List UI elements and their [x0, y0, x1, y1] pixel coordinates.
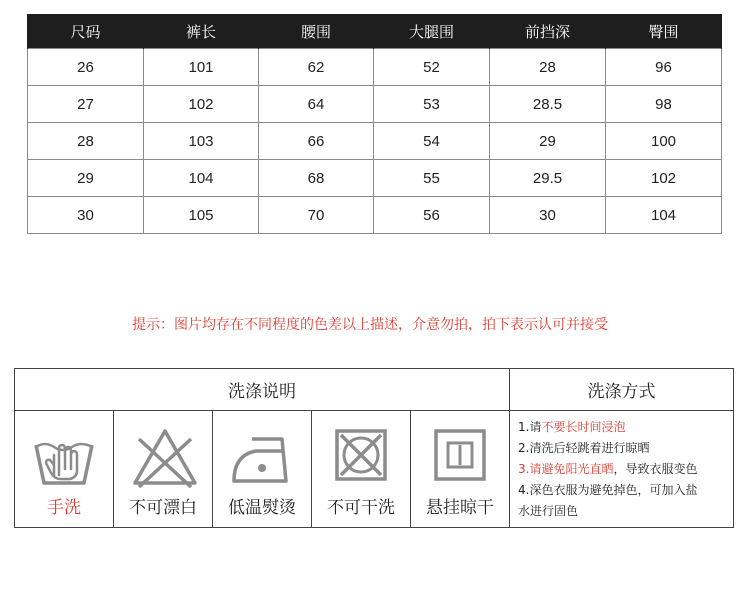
method-item-4-cont: 水进行固色 [518, 504, 579, 518]
table-cell: 53 [374, 86, 490, 123]
table-cell: 29 [28, 160, 144, 197]
table-cell: 66 [259, 123, 374, 160]
hand-wash-icon [32, 425, 96, 489]
washing-methods-list [518, 417, 733, 522]
table-cell: 96 [606, 49, 722, 86]
care-item-hang-dry [411, 411, 510, 527]
washing-methods-title: 洗涤方式 [510, 369, 733, 411]
care-item-no-bleach [114, 411, 213, 527]
care-item-low-iron [213, 411, 312, 527]
table-cell: 29.5 [490, 160, 606, 197]
method-item-1 [518, 417, 733, 438]
method-text: 1.请 [518, 420, 542, 434]
care-label: 悬挂晾干 [426, 498, 494, 518]
method-item-3 [518, 459, 733, 480]
table-cell: 52 [374, 49, 490, 86]
washing-instructions-title: 洗涤说明 [15, 369, 510, 411]
table-cell: 62 [259, 49, 374, 86]
table-cell: 28.5 [490, 86, 606, 123]
table-cell: 103 [144, 123, 259, 160]
care-label: 手洗 [47, 498, 81, 518]
care-label: 不可干洗 [327, 498, 395, 518]
table-cell: 30 [490, 197, 606, 234]
size-table-header [28, 14, 722, 49]
care-label: 不可漂白 [129, 498, 197, 518]
table-cell: 70 [259, 197, 374, 234]
method-item-2: 2.清洗后轻跳着进行晾晒 [518, 441, 650, 455]
table-cell: 29 [490, 123, 606, 160]
table-row [28, 160, 722, 197]
table-cell: 68 [259, 160, 374, 197]
method-highlight: 3.请避免阳光直晒 [518, 462, 614, 476]
no-dry-clean-icon [329, 425, 393, 489]
care-icons-row [15, 411, 510, 527]
table-cell: 28 [490, 49, 606, 86]
header-length: 裤长 [144, 14, 259, 49]
header-rise: 前挡深 [490, 14, 606, 49]
table-cell: 101 [144, 49, 259, 86]
no-bleach-icon [131, 425, 199, 489]
table-cell: 30 [28, 197, 144, 234]
table-cell: 26 [28, 49, 144, 86]
table-cell: 64 [259, 86, 374, 123]
table-cell: 100 [606, 123, 722, 160]
table-cell: 27 [28, 86, 144, 123]
table-cell: 104 [606, 197, 722, 234]
size-table [27, 14, 722, 234]
table-cell: 104 [144, 160, 259, 197]
color-difference-notice: 提示：图片均存在不同程度的色差以上描述，介意勿拍，拍下表示认可并接受 [132, 317, 608, 333]
care-item-no-dry-clean [312, 411, 411, 527]
hang-dry-icon [428, 425, 492, 489]
table-cell: 102 [144, 86, 259, 123]
header-thigh: 大腿围 [374, 14, 490, 49]
table-row [28, 197, 722, 234]
method-text: ，导致衣服变色 [613, 462, 698, 476]
table-cell: 98 [606, 86, 722, 123]
low-iron-icon [230, 425, 294, 489]
table-cell: 105 [144, 197, 259, 234]
table-row [28, 123, 722, 160]
method-highlight: 不要长时间浸泡 [541, 420, 626, 434]
table-cell: 28 [28, 123, 144, 160]
table-cell: 54 [374, 123, 490, 160]
table-row [28, 49, 722, 86]
header-hip: 臀围 [606, 14, 722, 49]
washing-instructions-panel [14, 368, 734, 528]
table-cell: 55 [374, 160, 490, 197]
care-label: 低温熨烫 [228, 498, 296, 518]
table-cell: 56 [374, 197, 490, 234]
table-row [28, 86, 722, 123]
header-waist: 腰围 [259, 14, 374, 49]
method-item-4: 4.深色衣服为避免掉色，可加入盐 [518, 483, 698, 497]
care-item-hand-wash [15, 411, 114, 527]
header-size: 尺码 [28, 14, 144, 49]
table-cell: 102 [606, 160, 722, 197]
